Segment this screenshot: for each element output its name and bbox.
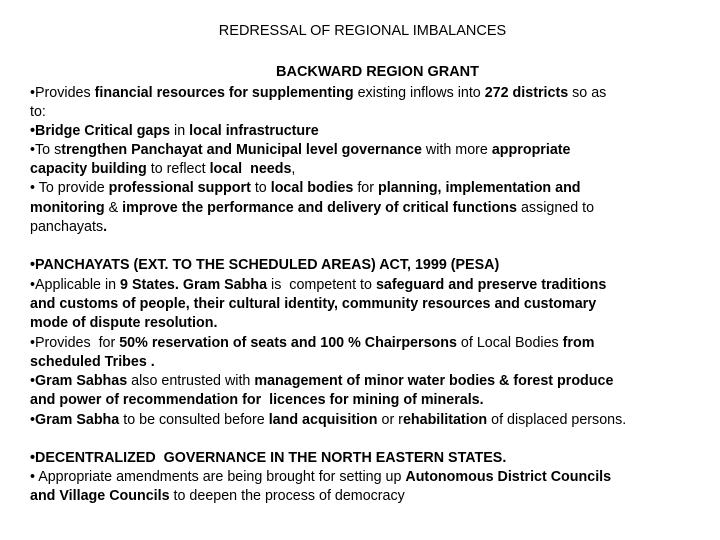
text-segment: •Provides — [30, 85, 95, 101]
text-segment: , — [291, 161, 296, 177]
text-line — [30, 468, 611, 486]
bold-text-segment: safeguard and preserve traditions — [375, 277, 607, 293]
text-segment: also entrusted with — [127, 373, 255, 389]
text-line — [30, 411, 626, 429]
text-segment: to: — [30, 104, 46, 120]
bold-text-segment: capacity building — [30, 161, 147, 177]
text-segment: • To provide — [30, 180, 109, 196]
text-segment: • Appropriate amendments are being brought for setting up — [30, 469, 406, 485]
bold-text-segment: 272 districts — [484, 85, 569, 101]
text-line — [30, 256, 499, 274]
bold-text-segment: •DECENTRALIZED GOVERNANCE IN THE NORTH EASTERN STATES. — [30, 450, 507, 466]
bold-text-segment: and customs of people, their cultural identity, community resources and customary — [30, 296, 597, 312]
text-segment: existing inflows into — [353, 85, 485, 101]
text-line — [30, 353, 155, 371]
text-segment: with more — [421, 142, 492, 158]
bold-text-segment: and Village Councils — [30, 488, 170, 504]
bold-text-segment: management of minor water bodies & forest produce — [254, 373, 614, 389]
bold-text-segment: professional support — [108, 180, 251, 196]
bold-text-segment: planning, implementation and — [378, 180, 581, 196]
text-segment: is competent to — [267, 277, 376, 293]
bold-text-segment: improve the performance and delivery of critical functions — [122, 200, 517, 216]
text-segment: assigned to — [517, 200, 595, 216]
text-line — [30, 314, 217, 332]
text-segment: to — [250, 180, 271, 196]
bold-text-segment: local needs — [209, 161, 292, 177]
text-line — [30, 199, 594, 217]
text-line — [30, 449, 506, 467]
bold-text-segment: appropriate — [491, 142, 571, 158]
bold-text-segment: monitoring — [30, 200, 105, 216]
bold-text-segment: financial resources for supplementing — [94, 85, 354, 101]
text-line — [30, 487, 405, 505]
section-heading-backward-region-grant: BACKWARD REGION GRANT — [276, 64, 479, 80]
text-line — [30, 218, 107, 236]
bold-text-segment: ehabilitation — [402, 412, 488, 428]
bold-text-segment: Gram Sabha — [35, 412, 120, 428]
text-line — [30, 160, 295, 178]
slide-title: REDRESSAL OF REGIONAL IMBALANCES — [218, 23, 507, 39]
bold-text-segment: . — [103, 219, 108, 235]
text-segment: • — [30, 412, 36, 428]
bold-text-segment: local bodies — [270, 180, 354, 196]
bold-text-segment: trengthen Panchayat and Municipal level governance — [61, 142, 422, 158]
text-line — [30, 103, 46, 121]
text-segment: to be consulted before — [119, 412, 269, 428]
bold-text-segment: local infrastructure — [189, 123, 319, 139]
bold-text-segment: Gram Sabhas — [35, 373, 128, 389]
text-segment: to deepen the process of democracy — [169, 488, 405, 504]
text-line — [30, 295, 596, 313]
text-line — [30, 372, 613, 390]
text-line — [30, 391, 484, 409]
bold-text-segment: from — [562, 335, 595, 351]
text-line — [30, 276, 606, 294]
bold-text-segment: mode of dispute resolution. — [30, 315, 218, 331]
text-line — [30, 141, 571, 159]
text-segment: of displaced persons. — [487, 412, 627, 428]
bold-text-segment: Autonomous District Councils — [405, 469, 612, 485]
text-segment: to reflect — [146, 161, 210, 177]
text-line — [30, 122, 319, 140]
text-segment: so as — [568, 85, 607, 101]
text-segment: •Applicable in — [30, 277, 121, 293]
text-segment: • — [30, 373, 36, 389]
text-line — [30, 334, 594, 352]
text-segment: panchayats — [30, 219, 104, 235]
text-segment: or r — [377, 412, 403, 428]
text-segment: in — [170, 123, 190, 139]
bold-text-segment: land acquisition — [268, 412, 378, 428]
bold-text-segment: scheduled Tribes . — [30, 354, 155, 370]
text-segment: of Local Bodies — [456, 335, 563, 351]
text-line — [30, 179, 581, 197]
text-segment: for — [353, 180, 378, 196]
text-line — [30, 84, 606, 102]
text-segment: •To s — [30, 142, 62, 158]
text-segment: & — [104, 200, 123, 216]
bold-text-segment: •Bridge Critical gaps — [30, 123, 171, 139]
bold-text-segment: •PANCHAYATS (EXT. TO THE SCHEDULED AREAS) ACT, 1999 (PESA) — [30, 257, 500, 273]
bold-text-segment: and power of recommendation for licences for mining of minerals. — [30, 392, 484, 408]
text-segment: •Provides for — [30, 335, 120, 351]
bold-text-segment: 9 States. Gram Sabha — [120, 277, 268, 293]
bold-text-segment: 50% reservation of seats and 100 % Chairpersons — [119, 335, 457, 351]
